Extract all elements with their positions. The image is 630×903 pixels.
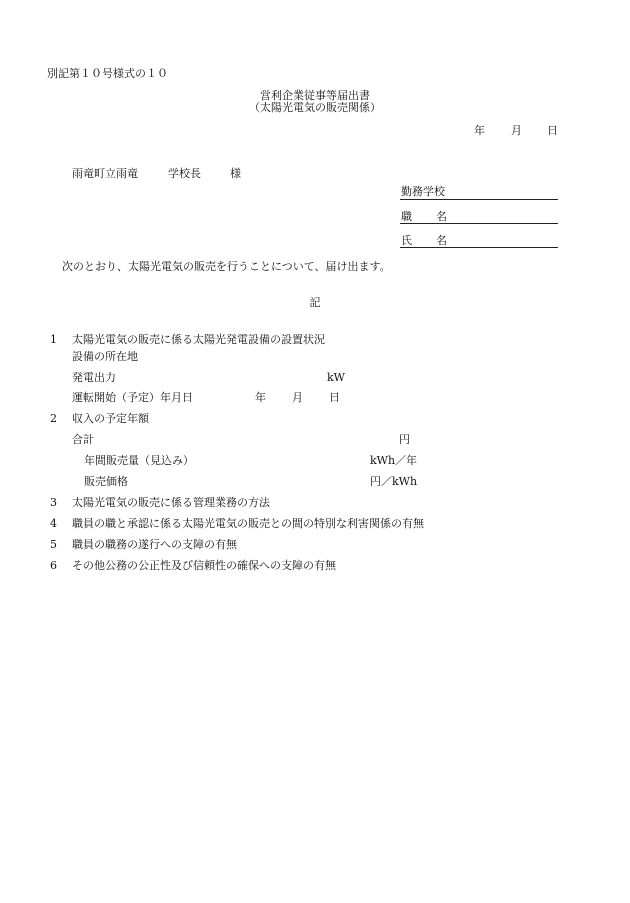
annual-sales-volume-unit: kWh／年 xyxy=(370,454,418,467)
position-label-char1: 職 xyxy=(401,210,412,223)
item-1-number: 1 xyxy=(50,333,57,346)
item-4-text: 職員の職と承認に係る太陽光電気の販売との間の特別な利害関係の有無 xyxy=(72,517,424,530)
form-title: 営利企業従事等届出書 xyxy=(260,89,370,102)
sales-price-unit: 円／kWh xyxy=(370,475,418,488)
position-field-line xyxy=(400,223,558,224)
addressee-title: 学校長 xyxy=(168,167,201,180)
form-subtitle: （太陽光電気の販売関係） xyxy=(249,101,381,114)
position-label-char2: 名 xyxy=(436,210,447,223)
operation-start-day: 日 xyxy=(329,391,340,404)
item-3-text: 太陽光電気の販売に係る管理業務の方法 xyxy=(72,496,270,509)
annual-sales-volume-label: 年間販売量（見込み） xyxy=(84,454,194,467)
item-1-text: 太陽光電気の販売に係る太陽光発電設備の設置状況 xyxy=(72,333,325,346)
item-6-number: 6 xyxy=(50,559,57,572)
equipment-location-label: 設備の所在地 xyxy=(72,350,138,363)
intro-text: 次のとおり、太陽光電気の販売を行うことについて、届け出ます。 xyxy=(62,260,391,273)
date-day-label: 日 xyxy=(547,124,558,137)
item-3-number: 3 xyxy=(50,496,57,509)
generation-output-label: 発電出力 xyxy=(72,371,116,384)
date-year-label: 年 xyxy=(474,124,485,137)
name-field-line xyxy=(400,247,558,248)
name-label-char1: 氏 xyxy=(401,234,412,247)
generation-output-unit: kW xyxy=(327,371,345,384)
operation-start-month: 月 xyxy=(292,391,303,404)
total-unit: 円 xyxy=(399,433,410,446)
item-4-number: 4 xyxy=(50,517,57,530)
ki-heading: 記 xyxy=(309,296,321,309)
sales-price-label: 販売価格 xyxy=(84,475,128,488)
operation-start-year: 年 xyxy=(255,391,266,404)
total-label: 合計 xyxy=(72,433,94,446)
date-month-label: 月 xyxy=(511,124,522,137)
school-field-line xyxy=(400,199,558,200)
item-5-text: 職員の職務の遂行への支障の有無 xyxy=(72,538,237,551)
operation-start-label: 運転開始（予定）年月日 xyxy=(72,391,193,404)
item-6-text: その他公務の公正性及び信頼性の確保への支障の有無 xyxy=(72,559,336,572)
addressee-honorific: 様 xyxy=(230,167,241,180)
form-number: 別記第１０号様式の１０ xyxy=(47,67,168,80)
item-2-number: 2 xyxy=(50,412,57,425)
item-5-number: 5 xyxy=(50,538,57,551)
name-label-char2: 名 xyxy=(436,234,447,247)
school-field-label: 勤務学校 xyxy=(401,185,445,198)
item-2-text: 収入の予定年額 xyxy=(72,412,149,425)
addressee-school: 雨竜町立雨竜 xyxy=(72,167,138,180)
